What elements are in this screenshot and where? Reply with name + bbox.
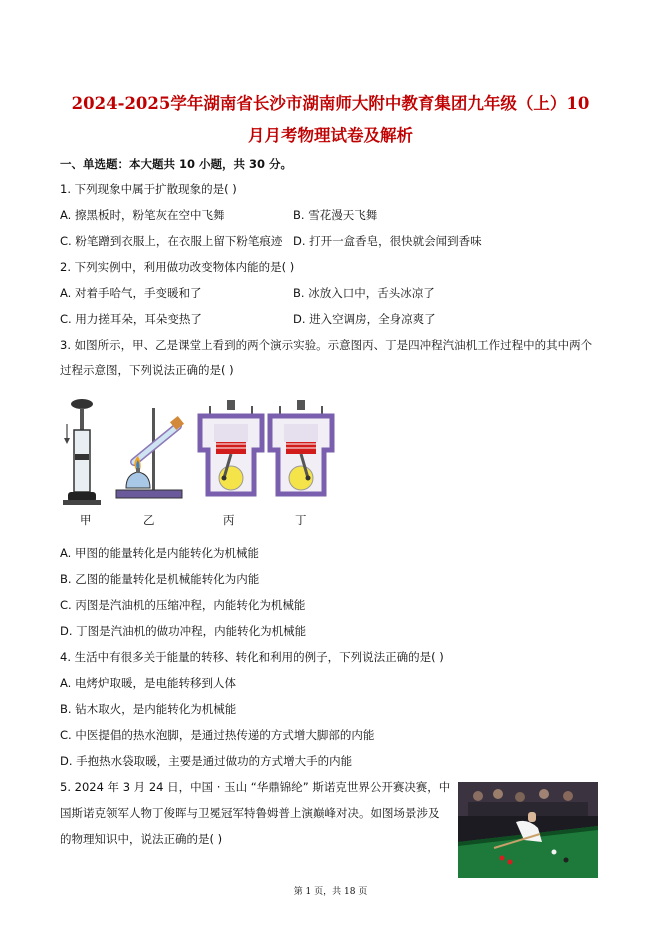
- q5-stem-line3: 的物理知识中，说法正确的是( ): [60, 832, 223, 846]
- q4-option-d: D. 手抱热水袋取暖，主要是通过做功的方式增大手的内能: [60, 754, 353, 768]
- q3-option-b: B. 乙图的能量转化是机械能转化为内能: [60, 572, 260, 586]
- figure-ding-engine-stroke: [264, 398, 338, 502]
- q3-option-c: C. 丙图是汽油机的压缩冲程，内能转化为机械能: [60, 598, 306, 612]
- figure-label-ding: 丁: [295, 513, 307, 527]
- figure-jia-compression-syringe: [62, 396, 102, 508]
- q3-stem-line1: 3. 如图所示，甲、乙是课堂上看到的两个演示实验。示意图丙、丁是四冲程汽油机工作过程中的其中两个: [60, 338, 593, 352]
- q1-option-b: B. 雪花漫天飞舞: [293, 208, 378, 222]
- q3-option-d: D. 丁图是汽油机的做功冲程，内能转化为机械能: [60, 624, 307, 638]
- section-heading: 一、单选题：本大题共 10 小题，共 30 分。: [60, 157, 293, 171]
- figure-yi-test-tube-heating: [112, 404, 186, 500]
- q3-option-a: A. 甲图的能量转化是内能转化为机械能: [60, 546, 259, 560]
- q4-stem: 4. 生活中有很多关于能量的转移、转化和利用的例子，下列说法正确的是( ): [60, 650, 444, 664]
- q5-stem-line1: 5. 2024 年 3 月 24 日，中国 · 玉山 “华鼎锦纶” 斯诺克世界公开赛决赛，中: [60, 780, 451, 794]
- q2-option-a: A. 对着手哈气，手变暖和了: [60, 286, 202, 300]
- figure-label-jia: 甲: [80, 513, 92, 527]
- q5-stem-line2: 国斯诺克领军人物丁俊晖与卫冕冠军特鲁姆普上演巅峰对决。如图场景涉及: [60, 806, 440, 820]
- q4-option-a: A. 电烤炉取暖，是电能转移到人体: [60, 676, 236, 690]
- q2-option-b: B. 冰放入口中，舌头冰凉了: [293, 286, 435, 300]
- figure-label-yi: 乙: [143, 513, 155, 527]
- figure-label-bing: 丙: [223, 513, 235, 527]
- q1-option-a: A. 擦黑板时，粉笔灰在空中飞舞: [60, 208, 225, 222]
- q4-option-c: C. 中医提倡的热水泡脚，是通过热传递的方式增大脚部的内能: [60, 728, 375, 742]
- page-footer: 第 1 页，共 18 页: [293, 887, 368, 897]
- q1-option-c: C. 粉笔蹭到衣服上，在衣服上留下粉笔痕迹: [60, 234, 283, 248]
- q4-option-b: B. 钻木取火，是内能转化为机械能: [60, 702, 237, 716]
- q2-option-d: D. 进入空调房，全身凉爽了: [293, 312, 436, 326]
- q1-stem: 1. 下列现象中属于扩散现象的是( ): [60, 182, 237, 196]
- q2-option-c: C. 用力搓耳朵，耳朵变热了: [60, 312, 202, 326]
- q1-option-d: D. 打开一盒香皂，很快就会闻到香味: [293, 234, 482, 248]
- q3-stem-line2: 过程示意图，下列说法正确的是( ): [60, 363, 234, 377]
- figure-bing-engine-stroke: [194, 398, 268, 502]
- doc-title-line2: 月月考物理试卷及解析: [248, 126, 413, 145]
- doc-title-line1: 2024-2025学年湖南省长沙市湖南师大附中教育集团九年级（上）10: [71, 94, 590, 113]
- snooker-match-photo: [458, 782, 598, 878]
- q2-stem: 2. 下列实例中，利用做功改变物体内能的是( ): [60, 260, 295, 274]
